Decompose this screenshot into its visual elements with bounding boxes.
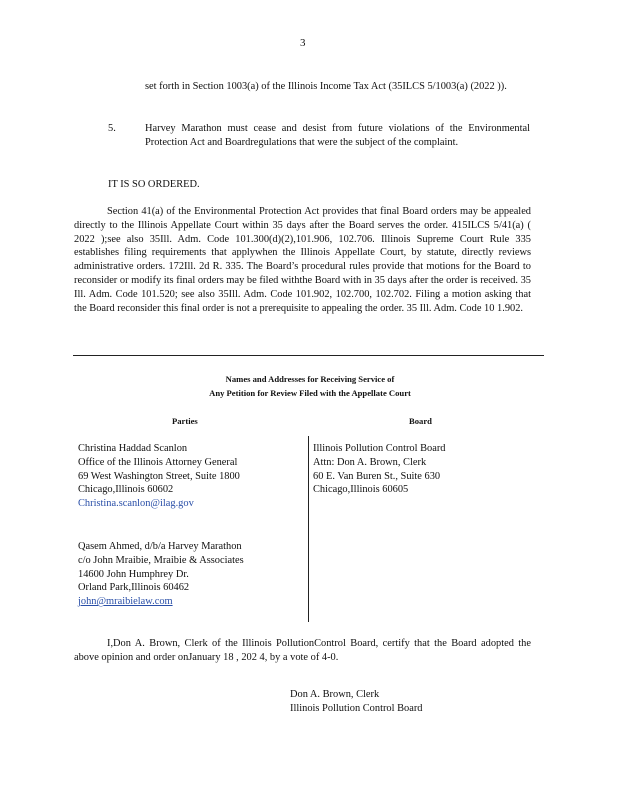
appeal-paragraph: Section 41(a) of the Environmental Protection Act provides that final Board orders may be appealed directly to the Illinois Appellate Court within 35 days after the Board serves the order. 415ILCS 5/41(a) ( 2022 );see also 35Ill. Adm. Code 101.300(d)(2),101.906, 102.706. Illinois Supreme Court Rule 335 establishes filing requirements that applywhen the Illinois Appellate Court, by statute, directly reviews administrative orders. 172Ill. 2d R. 335. The Board’s procedural rules provide that motions for the Board to reconsider or modify its final orders may be filed withthe Board with in 35 days after the order is received. 35 Ill. Adm. Code 101.520; see also 35Ill. Adm. Code 101.902, 102.700, 102.702. Filing a motion asking that the Board reconsider this final order is not a prerequisite to appealing the order. 35 Ill. Adm. Code 10 1.902.: [74, 206, 531, 314]
signature-block: [290, 688, 423, 716]
party-2-email-link[interactable]: john@mraibielaw.com: [78, 596, 173, 608]
page-number: 3: [300, 37, 306, 49]
party-address-1: [78, 442, 306, 511]
section-divider: [73, 355, 544, 356]
party-2-line: Orland Park,Illinois 60462: [78, 582, 190, 594]
party-2-line: Qasem Ahmed, d/b/a Harvey Marathon: [78, 541, 242, 552]
signature-name: Don A. Brown, Clerk: [290, 689, 380, 700]
party-2-line: 14600 John Humphrey Dr.: [78, 568, 189, 580]
service-heading-line-2: Any Petition for Review Filed with the Appellate Court: [209, 388, 411, 398]
order-item-4-tail: set forth in Section 1003(a) of the Illinois Income Tax Act (35ILCS 5/1003(a) (2022 )).: [145, 81, 507, 92]
service-heading-line-1: Names and Addresses for Receiving Service of: [225, 374, 395, 384]
party-2-line: c/o John Mraibie, Mraibie & Associates: [78, 554, 244, 566]
party-1-line: 69 West Washington Street, Suite 1800: [78, 470, 240, 482]
board-address-line: Chicago,Illinois 60605: [313, 484, 409, 496]
clerk-certification: I,Don A. Brown, Clerk of the Illinois PollutionControl Board, certify that the Board adopted the above opinion and order onJanuary 18 , 202 4, by a vote of 4-0.: [74, 638, 531, 663]
board-address: [313, 442, 543, 497]
order-item-5-number: 5.: [108, 123, 116, 134]
board-heading: Board: [409, 416, 432, 426]
order-item-5-text: Harvey Marathon must cease and desist from future violations of the Environmental Protection Act and Boardregulations that were the subject of the complaint.: [145, 123, 530, 148]
party-1-email-link[interactable]: Christina.scanlon@ilag.gov: [78, 498, 194, 510]
board-address-line: 60 E. Van Buren St., Suite 630: [313, 470, 441, 482]
party-address-2: [78, 540, 306, 609]
so-ordered: IT IS SO ORDERED.: [108, 179, 200, 190]
board-address-line: Illinois Pollution Control Board: [313, 443, 446, 454]
party-1-line: Chicago,Illinois 60602: [78, 484, 174, 496]
service-heading: [150, 372, 470, 400]
board-address-line: Attn: Don A. Brown, Clerk: [313, 456, 427, 468]
parties-heading: Parties: [172, 416, 198, 426]
column-divider: [308, 436, 309, 622]
party-1-line: Office of the Illinois Attorney General: [78, 456, 238, 468]
signature-title: Illinois Pollution Control Board: [290, 702, 423, 714]
party-1-line: Christina Haddad Scanlon: [78, 443, 188, 454]
